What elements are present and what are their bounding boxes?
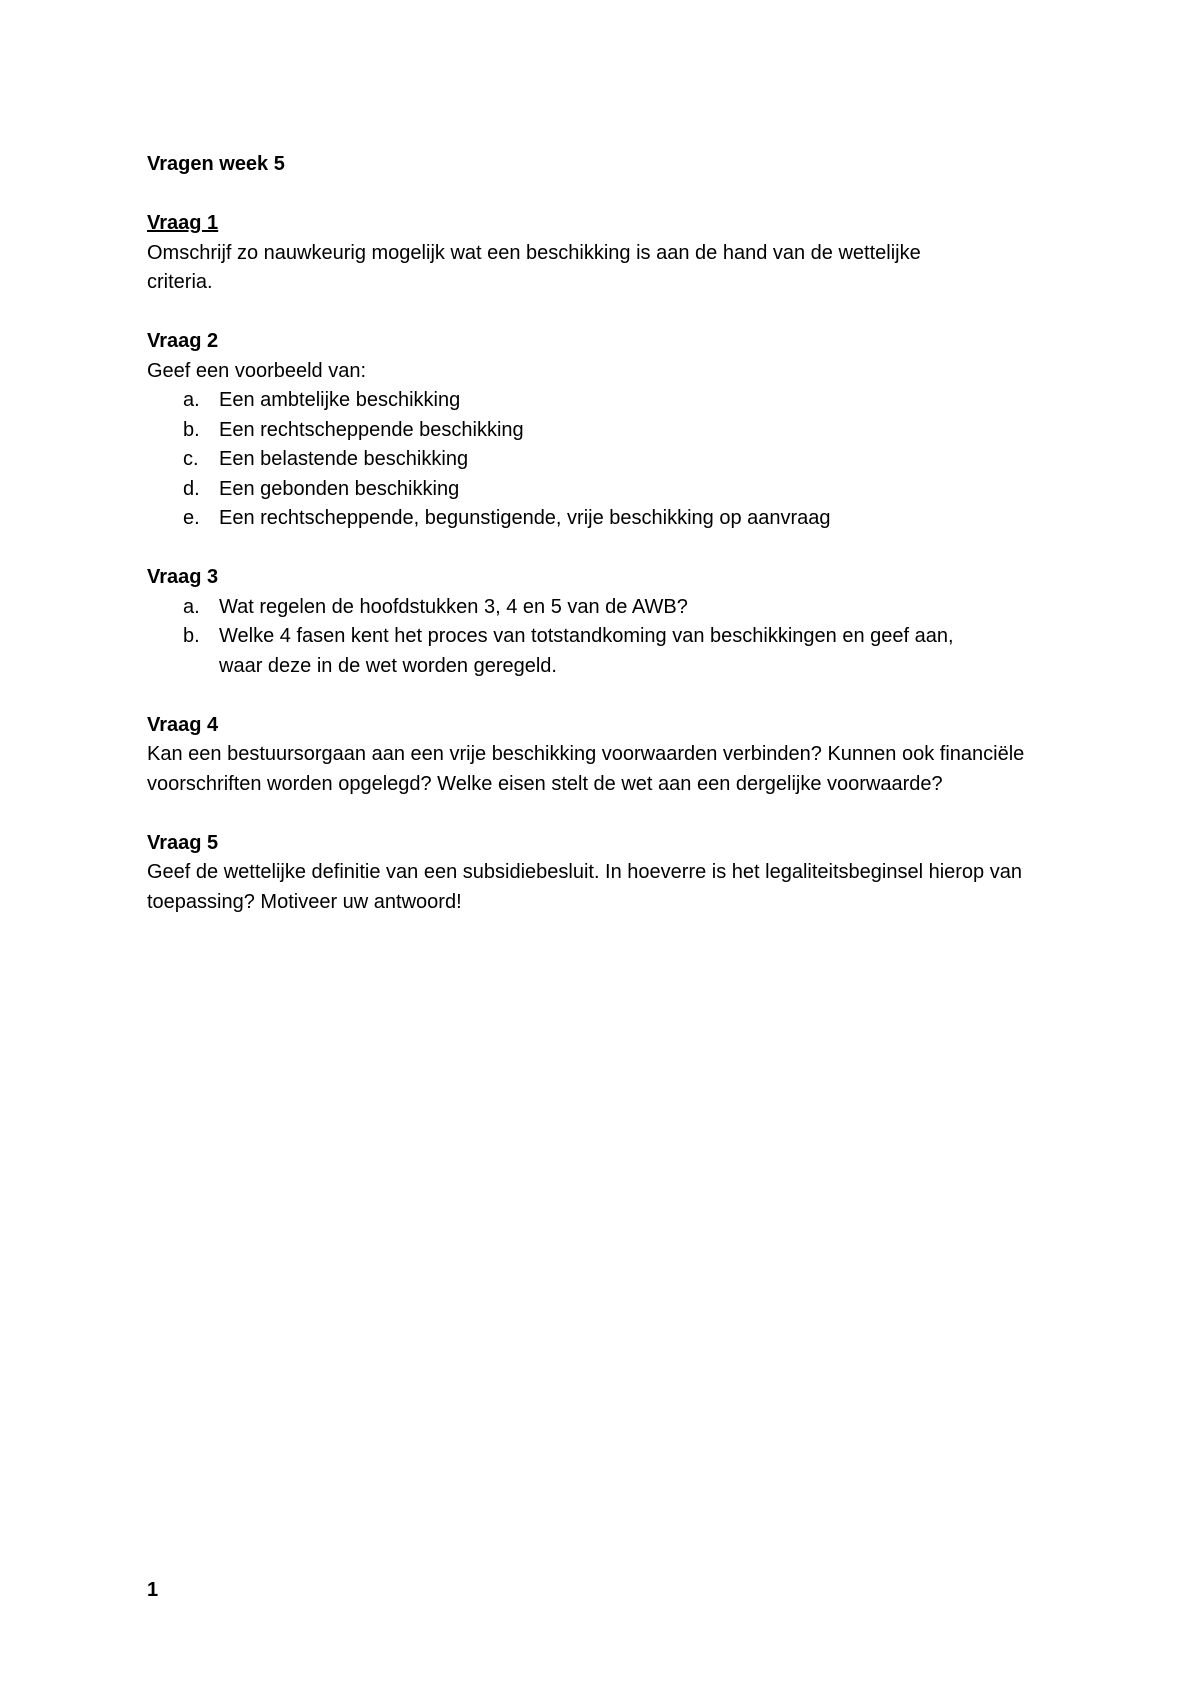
list-item xyxy=(147,475,1047,505)
list-item-text: Een gebonden beschikking xyxy=(219,477,460,500)
list-marker: c. xyxy=(183,448,199,470)
question-4 xyxy=(147,711,1047,800)
list-item-text: Wat regelen de hoofdstukken 3, 4 en 5 van de AWB? xyxy=(219,595,688,618)
list-item xyxy=(147,593,1047,623)
question-4-text: Kan een bestuursorgaan aan een vrije beschikking voorwaarden verbinden? Kunnen ook financiële voorschriften worden opgelegd? Welke eisen stelt de wet aan een dergelijke voorwaarde? xyxy=(147,743,1025,795)
list-marker: d. xyxy=(183,477,200,500)
list-item xyxy=(147,416,1047,446)
question-5-heading: Vraag 5 xyxy=(147,831,219,854)
question-5 xyxy=(147,829,1047,918)
question-2 xyxy=(147,327,1047,534)
question-1-text: Omschrijf zo nauwkeurig mogelijk wat een beschikking is aan de hand van de wettelijke criteria. xyxy=(147,241,921,293)
question-1 xyxy=(147,209,1047,298)
list-item-text: Een belastende beschikking xyxy=(219,448,469,470)
question-3-heading: Vraag 3 xyxy=(147,566,219,588)
document-body xyxy=(147,150,1047,947)
list-item-text: Een rechtscheppende beschikking xyxy=(219,418,524,441)
question-4-heading: Vraag 4 xyxy=(147,713,219,736)
list-item-text: Een rechtscheppende, begunstigende, vrije beschikking op aanvraag xyxy=(219,507,831,529)
question-5-text: Geef de wettelijke definitie van een subsidiebesluit. In hoeverre is het legaliteitsbeginsel hierop van toepassing? Motiveer uw antwoord! xyxy=(147,861,1022,913)
question-3 xyxy=(147,563,1047,681)
list-item-text: Een ambtelijke beschikking xyxy=(219,389,461,411)
list-marker: b. xyxy=(183,418,200,441)
document-title: Vragen week 5 xyxy=(147,153,285,175)
list-marker: a. xyxy=(183,595,200,618)
question-2-intro: Geef een voorbeeld van: xyxy=(147,359,367,382)
list-marker: a. xyxy=(183,389,200,411)
list-item xyxy=(147,445,1047,475)
question-2-list xyxy=(147,386,1047,534)
list-item xyxy=(147,386,1047,416)
list-marker: b. xyxy=(183,625,200,647)
question-3-list xyxy=(147,593,1047,682)
list-item xyxy=(147,504,1047,534)
question-1-heading: Vraag 1 xyxy=(147,212,219,234)
page-number: 1 xyxy=(147,1579,159,1601)
list-marker: e. xyxy=(183,507,200,529)
list-item-text: Welke 4 fasen kent het proces van totstandkoming van beschikkingen en geef aan, waar deze in de wet worden geregeld. xyxy=(219,625,954,677)
list-item xyxy=(147,622,1047,681)
question-2-heading: Vraag 2 xyxy=(147,330,219,352)
